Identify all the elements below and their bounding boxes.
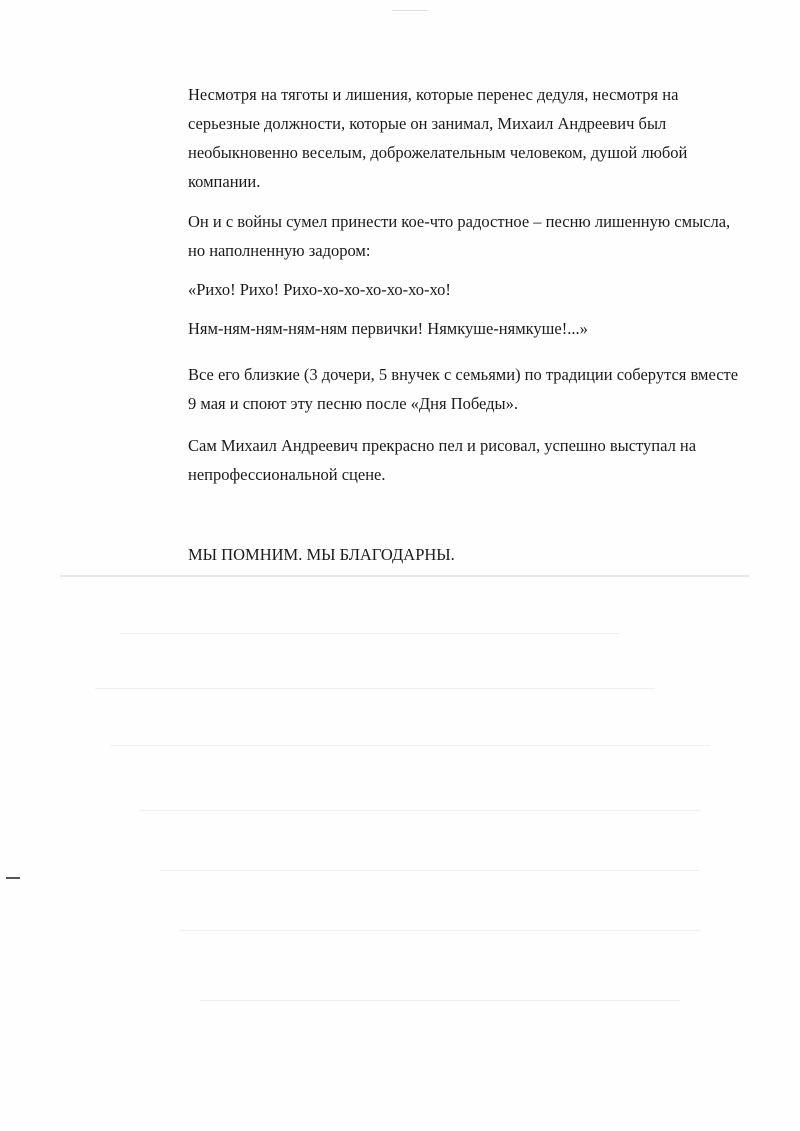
paragraph-1: Несмотря на тяготы и лишения, которые перенес дедуля, несмотря на серьезные должности, которые он занимал, Михаил Андреевич был необыкновенно веселым, доброжелательным человеком, душой любой компании. bbox=[188, 85, 688, 191]
song-line-1: «Рихо! Рихо! Рихо-хо-хо-хо-хо-хо-хо! bbox=[188, 280, 451, 299]
show-through-line bbox=[120, 633, 620, 634]
song-line-2: Ням-ням-ням-ням-ням первички! Нямкуше-нямкуше!...» bbox=[188, 319, 588, 338]
paragraph-2: Он и с войны сумел принести кое-что радостное – песню лишенную смысла, но наполненную задором: bbox=[188, 212, 731, 260]
closing-line: МЫ ПОМНИМ. МЫ БЛАГОДАРНЫ. bbox=[188, 545, 455, 564]
show-through-line bbox=[160, 870, 700, 871]
show-through-line bbox=[200, 1000, 680, 1001]
show-through-line bbox=[140, 810, 700, 811]
paragraph-3: Все его близкие (3 дочери, 5 внучек с семьями) по традиции соберутся вместе 9 мая и споют эту песню после «Дня Победы». bbox=[188, 365, 739, 413]
paragraph-4: Сам Михаил Андреевич прекрасно пел и рисовал, успешно выступал на непрофессиональной сцене. bbox=[188, 436, 697, 484]
show-through-line bbox=[95, 688, 655, 689]
show-through-line bbox=[180, 930, 700, 931]
show-through-line bbox=[60, 575, 750, 577]
scan-edge-mark bbox=[6, 877, 20, 879]
scan-artifact bbox=[392, 10, 428, 11]
show-through-line bbox=[110, 745, 710, 746]
